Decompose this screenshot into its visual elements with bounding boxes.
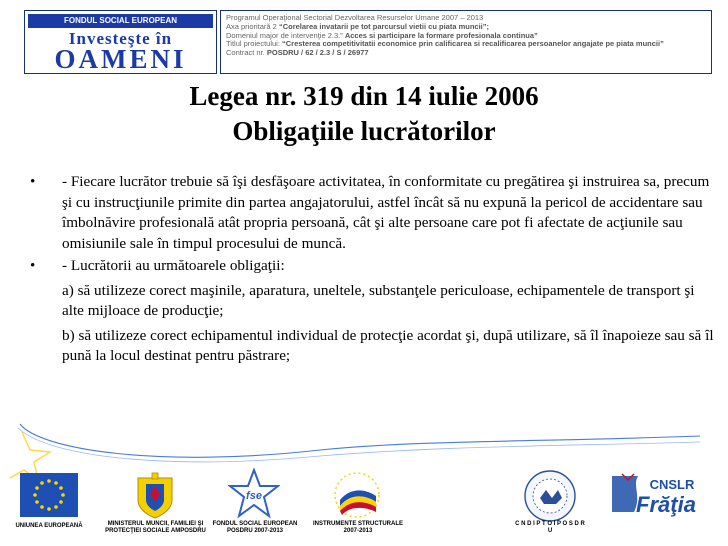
fse-header-logo: [24, 10, 217, 74]
logo-line2: OAMENI: [54, 44, 187, 74]
project-info-box: [220, 10, 712, 74]
bullet-icon: •: [30, 173, 36, 190]
slide-subtitle: Obligaţiile lucrătorilor: [232, 116, 496, 146]
cnslr-flag-icon: [608, 472, 708, 518]
slide-title: Legea nr. 319 din 14 iulie 2006: [189, 81, 539, 111]
contract-line: Contract nr. POSDRU / 62 / 2.3 / S / 26977: [226, 49, 369, 58]
caption-eu: UNIUNEA EUROPEANĂ: [15, 523, 83, 529]
logo-top-text: FONDUL SOCIAL EUROPEAN: [28, 14, 213, 28]
fse-text: fse: [246, 490, 262, 502]
caption-structural: INSTRUMENTE STRUCTURALE 2007-2013: [313, 521, 403, 534]
bullet-icon: •: [30, 257, 36, 274]
structural-instruments-icon: [332, 470, 382, 520]
bullet-text-2: - Lucrătorii au următoarele obligaţii:: [62, 257, 285, 274]
cnslr-text: CNSLR: [649, 477, 695, 492]
blue-swoosh-line: [20, 424, 700, 457]
footer-logos: [0, 420, 728, 546]
program-line: Programul Operaţional Sectorial Dezvoltarea Resurselor Umane 2007 – 2013: [226, 14, 484, 22]
fratia-text: Frăţia: [636, 492, 696, 517]
cndipt-logo-icon: [522, 468, 578, 524]
bullet-item-1: [24, 172, 714, 254]
sub-item-a: a) să utilizeze corect maşinile, aparatura, uneltele, substanţele periculoase, echipamentele de transport şi alte mijloace de producţie;: [62, 281, 695, 319]
caption-ministry: MINISTERUL MUNCII, FAMILIEI ŞI PROTECŢIEI SOCIALE AMPOSDRU: [105, 521, 206, 534]
coat-of-arms-icon: [132, 472, 178, 520]
logo-line1: Investeşte în: [68, 29, 173, 48]
light-swoosh-line: [18, 428, 700, 462]
slide-body: [24, 172, 714, 367]
eu-flag-icon: [20, 473, 78, 517]
domain-line: Domeniul major de intervenţie 2.3.” Acces si participare la formare profesionala continua”: [226, 31, 538, 40]
bullet-text-1: - Fiecare lucrător trebuie să îşi desfăşoare activitatea, în conformitate cu pregătirea şi instruirea sa, precum şi cu instrucţiunile primite din partea angajatorului, astfel încât să nu expună la pericol de accidentare sau îmbolnăvire profesională atât propria persoană, cât şi alte persoane care pot fi afectate de acţiunile sau omisiunile sale în timpul procesului de muncă.: [62, 173, 710, 252]
sub-item-b: b) să utilizeze corect echipamentul individual de protecţie acordat şi, după utilizare, să îl înapoieze sau să îl pună la locul destinat pentru păstrare;: [62, 326, 714, 364]
project-title-line: Titlul proiectului: “Cresterea competitivitatii economice prin calificarea si recalificarea persoanelor angajate pe piata muncii”: [226, 40, 664, 49]
cnslr-fratia-logo: [608, 472, 708, 518]
caption-cndipt: C N D I P T O I P O S D R U: [515, 521, 585, 534]
fse-star-icon: [228, 468, 280, 520]
bullet-item-2: [24, 256, 714, 277]
caption-fse: FONDUL SOCIAL EUROPEAN POSDRU 2007-2013: [212, 521, 298, 534]
axis-line: Axa prioritară 2 “Corelarea invatarii pe tot parcursul vietii cu piata muncii”;: [226, 22, 490, 31]
